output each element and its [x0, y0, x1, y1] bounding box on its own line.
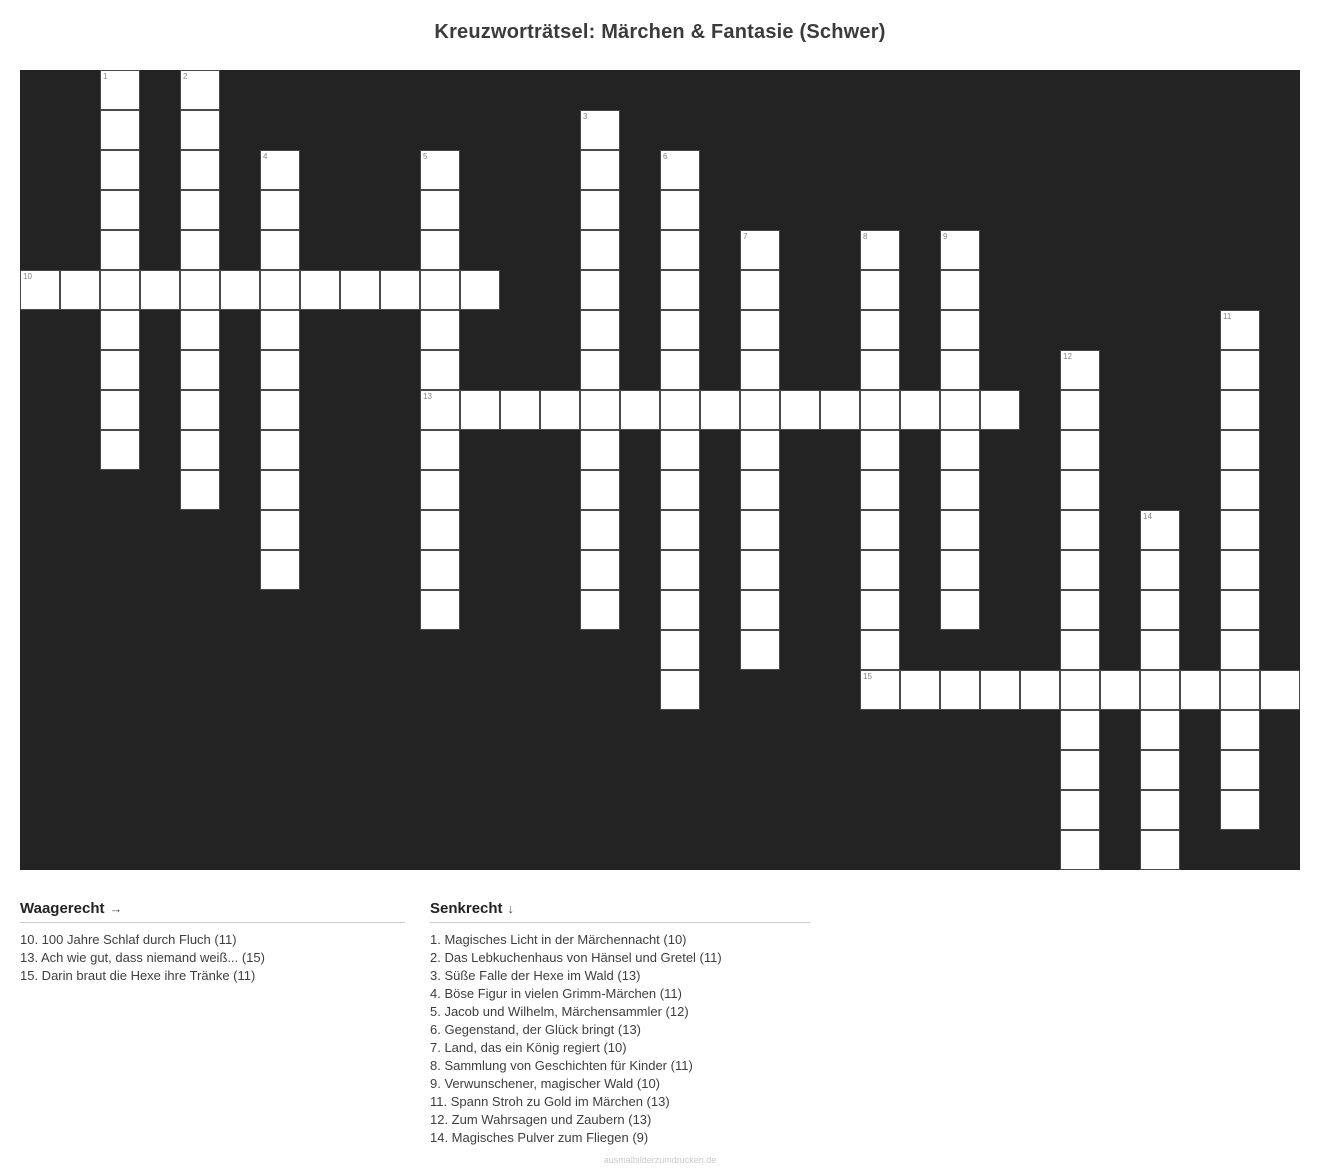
grid-cell[interactable] [980, 390, 1020, 430]
grid-cell[interactable] [580, 150, 620, 190]
crossword-grid [20, 70, 1300, 870]
grid-cell[interactable] [420, 550, 460, 590]
grid-cell[interactable] [860, 510, 900, 550]
grid-cell[interactable] [860, 590, 900, 630]
grid-cell[interactable] [420, 510, 460, 550]
clue-item: 14. Magisches Pulver zum Fliegen (9) [430, 1130, 649, 1145]
grid-cell[interactable] [260, 470, 300, 510]
grid-cell[interactable] [1140, 830, 1180, 870]
grid-cell[interactable] [1060, 750, 1100, 790]
grid-cell[interactable] [100, 110, 140, 150]
grid-cell[interactable] [420, 310, 460, 350]
grid-cell[interactable] [420, 150, 460, 190]
grid-cell[interactable] [580, 110, 620, 150]
grid-cell[interactable] [460, 270, 500, 310]
grid-cell[interactable] [100, 350, 140, 390]
grid-cell[interactable] [1220, 590, 1260, 630]
cell-number: 13 [423, 392, 432, 401]
grid-cell[interactable] [1220, 630, 1260, 670]
grid-cell[interactable] [740, 470, 780, 510]
grid-cell[interactable] [1060, 830, 1100, 870]
grid-cell[interactable] [740, 430, 780, 470]
grid-cell[interactable] [1140, 790, 1180, 830]
clue-item: 11. Spann Stroh zu Gold im Märchen (13) [430, 1094, 670, 1109]
grid-cell[interactable] [660, 630, 700, 670]
grid-cell[interactable] [580, 430, 620, 470]
cell-number: 12 [1063, 352, 1072, 361]
grid-cell[interactable] [900, 390, 940, 430]
grid-cell[interactable] [100, 70, 140, 110]
grid-cell[interactable] [180, 230, 220, 270]
grid-cell[interactable] [940, 510, 980, 550]
grid-cell[interactable] [660, 550, 700, 590]
grid-cell[interactable] [260, 270, 300, 310]
grid-cell[interactable] [940, 550, 980, 590]
clue-item: 12. Zum Wahrsagen und Zaubern (13) [430, 1112, 652, 1127]
grid-cell[interactable] [260, 310, 300, 350]
grid-cell[interactable] [660, 590, 700, 630]
clue-item: 8. Sammlung von Geschichten für Kinder (11) [430, 1058, 693, 1073]
grid-cell[interactable] [660, 390, 700, 430]
grid-cell[interactable] [100, 390, 140, 430]
clue-item: 13. Ach wie gut, dass niemand weiß... (15) [20, 950, 265, 965]
down-clue-list [430, 931, 810, 1147]
grid-cell[interactable] [260, 350, 300, 390]
grid-cell[interactable] [500, 390, 540, 430]
grid-cell[interactable] [180, 470, 220, 510]
cell-number: 11 [1223, 312, 1232, 321]
grid-cell[interactable] [580, 350, 620, 390]
grid-cell[interactable] [540, 390, 580, 430]
grid-cell[interactable] [860, 310, 900, 350]
grid-cell[interactable] [940, 230, 980, 270]
clue-item: 5. Jacob und Wilhelm, Märchensammler (12) [430, 1004, 689, 1019]
grid-cell[interactable] [940, 350, 980, 390]
grid-cell[interactable] [420, 350, 460, 390]
grid-cell[interactable] [1060, 430, 1100, 470]
grid-cell[interactable] [860, 550, 900, 590]
grid-cell[interactable] [980, 670, 1020, 710]
grid-cell[interactable] [220, 270, 260, 310]
grid-cell[interactable] [1140, 710, 1180, 750]
grid-cell[interactable] [180, 310, 220, 350]
grid-cell[interactable] [100, 430, 140, 470]
grid-cell[interactable] [1140, 750, 1180, 790]
grid-cell[interactable] [900, 670, 940, 710]
grid-cell[interactable] [420, 230, 460, 270]
grid-cell[interactable] [180, 70, 220, 110]
grid-cell[interactable] [860, 270, 900, 310]
grid-cell[interactable] [580, 270, 620, 310]
grid-cell[interactable] [1220, 710, 1260, 750]
grid-cell[interactable] [660, 310, 700, 350]
grid-cell[interactable] [1140, 670, 1180, 710]
grid-cell[interactable] [940, 670, 980, 710]
grid-cell[interactable] [1220, 550, 1260, 590]
grid-cell[interactable] [1060, 390, 1100, 430]
down-clues-section [430, 900, 810, 1147]
grid-cell[interactable] [260, 390, 300, 430]
grid-cell[interactable] [660, 430, 700, 470]
grid-cell[interactable] [740, 350, 780, 390]
clue-item: 7. Land, das ein König regiert (10) [430, 1040, 627, 1055]
grid-cell[interactable] [260, 230, 300, 270]
grid-cell[interactable] [780, 390, 820, 430]
grid-cell[interactable] [380, 270, 420, 310]
grid-cell[interactable] [1140, 590, 1180, 630]
grid-cell[interactable] [1060, 470, 1100, 510]
grid-cell[interactable] [1260, 670, 1300, 710]
grid-cell[interactable] [180, 110, 220, 150]
grid-cell[interactable] [1020, 670, 1060, 710]
grid-cell[interactable] [260, 150, 300, 190]
grid-cell[interactable] [940, 470, 980, 510]
grid-cell[interactable] [420, 270, 460, 310]
grid-cell[interactable] [1060, 350, 1100, 390]
grid-cell[interactable] [860, 430, 900, 470]
cell-number: 5 [423, 152, 428, 161]
clue-item: 1. Magisches Licht in der Märchennacht (10) [430, 932, 687, 947]
grid-cell[interactable] [100, 190, 140, 230]
down-heading [430, 900, 810, 923]
clue-item: 15. Darin braut die Hexe ihre Tränke (11) [20, 968, 256, 983]
grid-cell[interactable] [260, 510, 300, 550]
grid-cell[interactable] [740, 310, 780, 350]
across-heading-label: Waagerecht [20, 900, 105, 917]
clue-item: 3. Süße Falle der Hexe im Wald (13) [430, 968, 641, 983]
cell-number: 4 [263, 152, 268, 161]
clue-item: 4. Böse Figur in vielen Grimm-Märchen (11) [430, 986, 682, 1001]
grid-cell[interactable] [260, 430, 300, 470]
grid-cell[interactable] [860, 670, 900, 710]
cell-number: 6 [663, 152, 668, 161]
grid-cell[interactable] [100, 150, 140, 190]
grid-cell[interactable] [580, 470, 620, 510]
grid-cell[interactable] [1060, 670, 1100, 710]
grid-cell[interactable] [340, 270, 380, 310]
grid-cell[interactable] [940, 390, 980, 430]
grid-cell[interactable] [1220, 670, 1260, 710]
grid-cell[interactable] [740, 230, 780, 270]
grid-cell[interactable] [740, 550, 780, 590]
grid-cell[interactable] [1140, 550, 1180, 590]
grid-cell[interactable] [1220, 790, 1260, 830]
grid-cell[interactable] [180, 270, 220, 310]
grid-cell[interactable] [660, 350, 700, 390]
grid-cell[interactable] [1220, 430, 1260, 470]
grid-cell[interactable] [580, 230, 620, 270]
grid-cell[interactable] [660, 270, 700, 310]
cell-number: 2 [183, 72, 188, 81]
grid-cell[interactable] [140, 270, 180, 310]
grid-cell[interactable] [1180, 670, 1220, 710]
grid-cell[interactable] [1220, 750, 1260, 790]
grid-cell[interactable] [940, 310, 980, 350]
across-heading [20, 900, 405, 923]
grid-cell[interactable] [860, 350, 900, 390]
grid-cell[interactable] [660, 230, 700, 270]
cell-number: 7 [743, 232, 748, 241]
grid-cell[interactable] [660, 670, 700, 710]
grid-cell[interactable] [740, 590, 780, 630]
grid-cell[interactable] [660, 150, 700, 190]
grid-cell[interactable] [860, 230, 900, 270]
watermark: ausmalbilderzumdrucken.de [603, 1155, 717, 1165]
grid-cell[interactable] [180, 350, 220, 390]
grid-cell[interactable] [1220, 310, 1260, 350]
grid-cell[interactable] [700, 390, 740, 430]
grid-cell[interactable] [1100, 670, 1140, 710]
grid-cell[interactable] [20, 270, 60, 310]
grid-cell[interactable] [580, 550, 620, 590]
grid-cell[interactable] [860, 390, 900, 430]
grid-cell[interactable] [580, 310, 620, 350]
clue-item: 6. Gegenstand, der Glück bringt (13) [430, 1022, 642, 1037]
clue-item: 10. 100 Jahre Schlaf durch Fluch (11) [20, 932, 237, 947]
grid-cell[interactable] [260, 190, 300, 230]
cell-number: 1 [103, 72, 108, 81]
grid-cell[interactable] [740, 390, 780, 430]
grid-cell[interactable] [460, 390, 500, 430]
grid-cell[interactable] [180, 390, 220, 430]
cell-number: 3 [583, 112, 588, 121]
grid-cell[interactable] [1060, 550, 1100, 590]
grid-cell[interactable] [580, 590, 620, 630]
down-heading-label: Senkrecht [430, 900, 503, 917]
page-title: Kreuzworträtsel: Märchen & Fantasie (Schwer) [434, 21, 886, 43]
clue-item: 2. Das Lebkuchenhaus von Hänsel und Gretel (11) [430, 950, 722, 965]
grid-cell[interactable] [940, 270, 980, 310]
across-clue-list [20, 931, 405, 985]
grid-cell[interactable] [420, 390, 460, 430]
grid-cell[interactable] [740, 630, 780, 670]
grid-cell[interactable] [180, 430, 220, 470]
grid-cell[interactable] [580, 190, 620, 230]
grid-cell[interactable] [260, 550, 300, 590]
grid-cell[interactable] [1060, 630, 1100, 670]
grid-cell[interactable] [1220, 350, 1260, 390]
grid-cell[interactable] [420, 590, 460, 630]
right-arrow-icon: → [109, 901, 123, 916]
grid-cell[interactable] [1060, 510, 1100, 550]
grid-cell[interactable] [100, 230, 140, 270]
grid-cell[interactable] [940, 590, 980, 630]
grid-cell[interactable] [420, 470, 460, 510]
clue-item: 9. Verwunschener, magischer Wald (10) [430, 1076, 661, 1091]
grid-cell[interactable] [1220, 510, 1260, 550]
grid-cell[interactable] [740, 510, 780, 550]
grid-cell[interactable] [420, 430, 460, 470]
grid-cell[interactable] [580, 510, 620, 550]
grid-cell[interactable] [1060, 590, 1100, 630]
grid-cell[interactable] [860, 630, 900, 670]
grid-cell[interactable] [180, 150, 220, 190]
grid-cell[interactable] [180, 190, 220, 230]
cell-number: 8 [863, 232, 868, 241]
down-arrow-icon: ↓ [507, 901, 515, 916]
grid-cell[interactable] [1140, 510, 1180, 550]
grid-cell[interactable] [660, 470, 700, 510]
grid-cell[interactable] [660, 190, 700, 230]
grid-cell[interactable] [740, 270, 780, 310]
cell-number: 14 [1143, 512, 1152, 521]
grid-cell[interactable] [300, 270, 340, 310]
grid-cell[interactable] [860, 470, 900, 510]
grid-cell[interactable] [60, 270, 100, 310]
grid-cell[interactable] [1060, 710, 1100, 750]
grid-cell[interactable] [820, 390, 860, 430]
grid-cell[interactable] [1140, 630, 1180, 670]
cell-number: 10 [23, 272, 32, 281]
grid-cell[interactable] [660, 510, 700, 550]
grid-cell[interactable] [620, 390, 660, 430]
grid-cell[interactable] [1220, 470, 1260, 510]
grid-cell[interactable] [1220, 390, 1260, 430]
grid-cell[interactable] [940, 430, 980, 470]
across-clues-section [20, 900, 405, 985]
grid-cell[interactable] [580, 390, 620, 430]
grid-cell[interactable] [1060, 790, 1100, 830]
grid-cell[interactable] [100, 270, 140, 310]
cell-number: 9 [943, 232, 948, 241]
cell-number: 15 [863, 672, 872, 681]
grid-cell[interactable] [420, 190, 460, 230]
grid-cell[interactable] [100, 310, 140, 350]
